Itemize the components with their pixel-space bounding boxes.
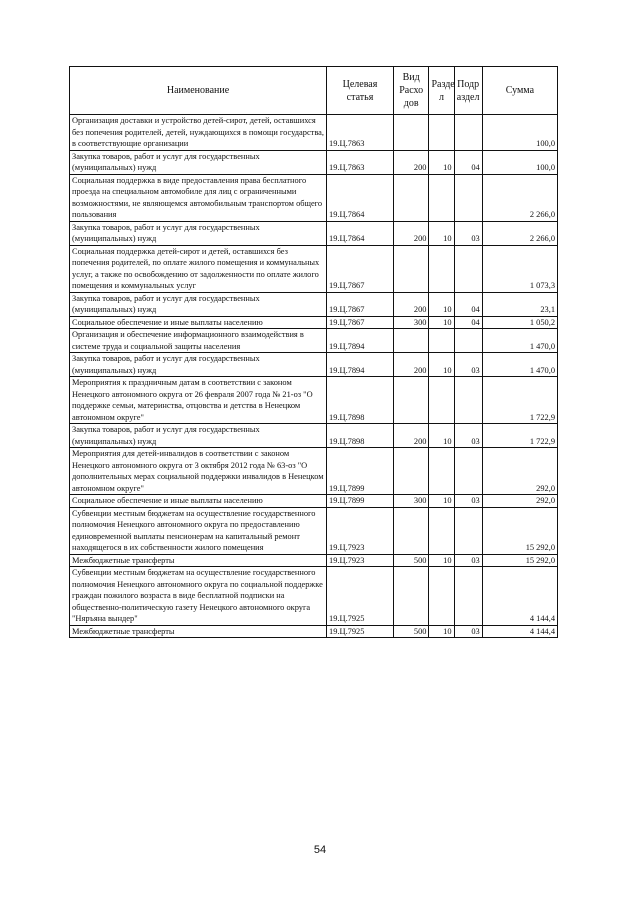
cell-name: Организация и обеспечение информационного взаимодействия в системе труда и социальной защиты населения	[70, 329, 327, 353]
cell-section	[429, 174, 454, 221]
cell-name: Мероприятия для детей-инвалидов в соответствии с законом Ненецкого автономного округа от 3 октября 2012 года № 63-оз "О дополнительных мерах социальной поддержки инвалидов в Ненецком автономном округе"	[70, 448, 327, 495]
cell-subsection: 03	[454, 424, 482, 448]
cell-sum: 1 722,9	[482, 424, 557, 448]
cell-subsection	[454, 448, 482, 495]
cell-sum: 100,0	[482, 150, 557, 174]
table-row	[70, 625, 558, 638]
cell-name: Закупка товаров, работ и услуг для государственных (муниципальных) нужд	[70, 221, 327, 245]
cell-sum: 15 292,0	[482, 554, 557, 567]
cell-code: 19.Ц.7894	[327, 353, 394, 377]
cell-name: Закупка товаров, работ и услуг для государственных (муниципальных) нужд	[70, 292, 327, 316]
header-section: Разде л	[429, 67, 454, 115]
cell-code: 19.Ц.7863	[327, 150, 394, 174]
table-row	[70, 115, 558, 151]
cell-code: 19.Ц.7867	[327, 292, 394, 316]
cell-subsection: 04	[454, 292, 482, 316]
cell-type	[393, 329, 429, 353]
cell-code: 19.Ц.7867	[327, 316, 394, 329]
cell-sum: 1 073,3	[482, 245, 557, 292]
cell-sum: 1 470,0	[482, 353, 557, 377]
cell-type: 200	[393, 221, 429, 245]
cell-code: 19.Ц.7925	[327, 625, 394, 638]
cell-subsection	[454, 245, 482, 292]
cell-code: 19.Ц.7899	[327, 495, 394, 508]
cell-section: 10	[429, 292, 454, 316]
header-name: Наименование	[70, 67, 327, 115]
cell-section: 10	[429, 495, 454, 508]
cell-sum: 100,0	[482, 115, 557, 151]
cell-type	[393, 567, 429, 626]
cell-subsection: 03	[454, 554, 482, 567]
table-row	[70, 221, 558, 245]
cell-subsection	[454, 567, 482, 626]
cell-sum: 4 144,4	[482, 625, 557, 638]
cell-section	[429, 115, 454, 151]
cell-type	[393, 115, 429, 151]
cell-type: 200	[393, 353, 429, 377]
cell-sum: 292,0	[482, 448, 557, 495]
header-subsection: Подр аздел	[454, 67, 482, 115]
cell-sum: 15 292,0	[482, 507, 557, 554]
table-row	[70, 329, 558, 353]
cell-section: 10	[429, 150, 454, 174]
cell-section	[429, 448, 454, 495]
cell-sum: 1 722,9	[482, 377, 557, 424]
cell-type	[393, 507, 429, 554]
header-type: Вид Расхо дов	[393, 67, 429, 115]
cell-subsection: 03	[454, 221, 482, 245]
cell-name: Субвенции местным бюджетам на осуществление государственного полномочия Ненецкого автономного округа по социальной поддержке граждан пожилого возраста в виде бесплатной подписки на общественно-политическую газету Ненецкого автономного округа "Няръяна вындер"	[70, 567, 327, 626]
cell-sum: 292,0	[482, 495, 557, 508]
cell-code: 19.Ц.7898	[327, 377, 394, 424]
cell-name: Закупка товаров, работ и услуг для государственных (муниципальных) нужд	[70, 353, 327, 377]
cell-name: Социальная поддержка в виде предоставления права бесплатного проезда на специальном автомобиле для лиц с ограниченными возможностями, не являющемся автомобильным транспортом общего пользования	[70, 174, 327, 221]
cell-section	[429, 567, 454, 626]
table-row	[70, 245, 558, 292]
cell-subsection	[454, 174, 482, 221]
table-header-row	[70, 67, 558, 115]
cell-subsection	[454, 329, 482, 353]
cell-name: Организация доставки и устройство детей-сирот, детей, оставшихся без попечения родителей, детей, нуждающихся в помощи государства, в соответствующие организации	[70, 115, 327, 151]
cell-sum: 4 144,4	[482, 567, 557, 626]
cell-type: 500	[393, 625, 429, 638]
cell-sum: 1 050,2	[482, 316, 557, 329]
cell-type: 200	[393, 150, 429, 174]
cell-section: 10	[429, 221, 454, 245]
cell-subsection	[454, 507, 482, 554]
cell-type: 300	[393, 495, 429, 508]
cell-code: 19.Ц.7864	[327, 174, 394, 221]
cell-subsection: 03	[454, 495, 482, 508]
cell-code: 19.Ц.7894	[327, 329, 394, 353]
cell-section	[429, 245, 454, 292]
cell-code: 19.Ц.7925	[327, 567, 394, 626]
cell-name: Социальное обеспечение и иные выплаты населению	[70, 495, 327, 508]
cell-subsection: 04	[454, 316, 482, 329]
budget-table	[69, 66, 558, 638]
table-row	[70, 567, 558, 626]
cell-section: 10	[429, 424, 454, 448]
cell-sum: 2 266,0	[482, 174, 557, 221]
table-row	[70, 495, 558, 508]
cell-name: Социальная поддержка детей-сирот и детей, оставшихся без попечения родителей, по оплате жилого помещения и коммунальных услуг, а также по освобождению от задолженности по оплате жилого помещения и коммунальных услуг	[70, 245, 327, 292]
cell-code: 19.Ц.7899	[327, 448, 394, 495]
cell-subsection: 03	[454, 625, 482, 638]
cell-type: 500	[393, 554, 429, 567]
cell-code: 19.Ц.7867	[327, 245, 394, 292]
cell-name: Закупка товаров, работ и услуг для государственных (муниципальных) нужд	[70, 424, 327, 448]
cell-section	[429, 329, 454, 353]
cell-name: Социальное обеспечение и иные выплаты населению	[70, 316, 327, 329]
table-row	[70, 424, 558, 448]
table-row	[70, 292, 558, 316]
header-sum: Сумма	[482, 67, 557, 115]
cell-type: 200	[393, 424, 429, 448]
cell-subsection: 04	[454, 150, 482, 174]
cell-type: 200	[393, 292, 429, 316]
cell-section: 10	[429, 353, 454, 377]
cell-type: 300	[393, 316, 429, 329]
cell-section: 10	[429, 316, 454, 329]
header-code: Целевая статья	[327, 67, 394, 115]
table-row	[70, 507, 558, 554]
cell-sum: 23,1	[482, 292, 557, 316]
cell-code: 19.Ц.7864	[327, 221, 394, 245]
cell-sum: 2 266,0	[482, 221, 557, 245]
cell-code: 19.Ц.7863	[327, 115, 394, 151]
cell-section: 10	[429, 625, 454, 638]
page-number: 54	[313, 844, 327, 856]
cell-section	[429, 507, 454, 554]
cell-section: 10	[429, 554, 454, 567]
table-row	[70, 316, 558, 329]
cell-subsection	[454, 377, 482, 424]
cell-code: 19.Ц.7898	[327, 424, 394, 448]
table-row	[70, 353, 558, 377]
table-row	[70, 174, 558, 221]
table-row	[70, 554, 558, 567]
cell-section	[429, 377, 454, 424]
cell-type	[393, 377, 429, 424]
cell-sum: 1 470,0	[482, 329, 557, 353]
table-row	[70, 448, 558, 495]
cell-name: Субвенции местным бюджетам на осуществление государственного полномочия Ненецкого автономного округа по предоставлению единовременной выплаты пенсионерам на капитальный ремонт находящегося в их собственности жилого помещения	[70, 507, 327, 554]
cell-code: 19.Ц.7923	[327, 507, 394, 554]
cell-name: Межбюджетные трансферты	[70, 625, 327, 638]
cell-name: Мероприятия к праздничным датам в соответствии с законом Ненецкого автономного округа от 26 февраля 2007 года № 21-оз "О поддержке семьи, материнства, отцовства и детства в Ненецком автономном округе"	[70, 377, 327, 424]
cell-name: Закупка товаров, работ и услуг для государственных (муниципальных) нужд	[70, 150, 327, 174]
table-row	[70, 150, 558, 174]
cell-type	[393, 174, 429, 221]
cell-name: Межбюджетные трансферты	[70, 554, 327, 567]
cell-subsection	[454, 115, 482, 151]
cell-subsection: 03	[454, 353, 482, 377]
cell-code: 19.Ц.7923	[327, 554, 394, 567]
cell-type	[393, 245, 429, 292]
cell-type	[393, 448, 429, 495]
table-row	[70, 377, 558, 424]
